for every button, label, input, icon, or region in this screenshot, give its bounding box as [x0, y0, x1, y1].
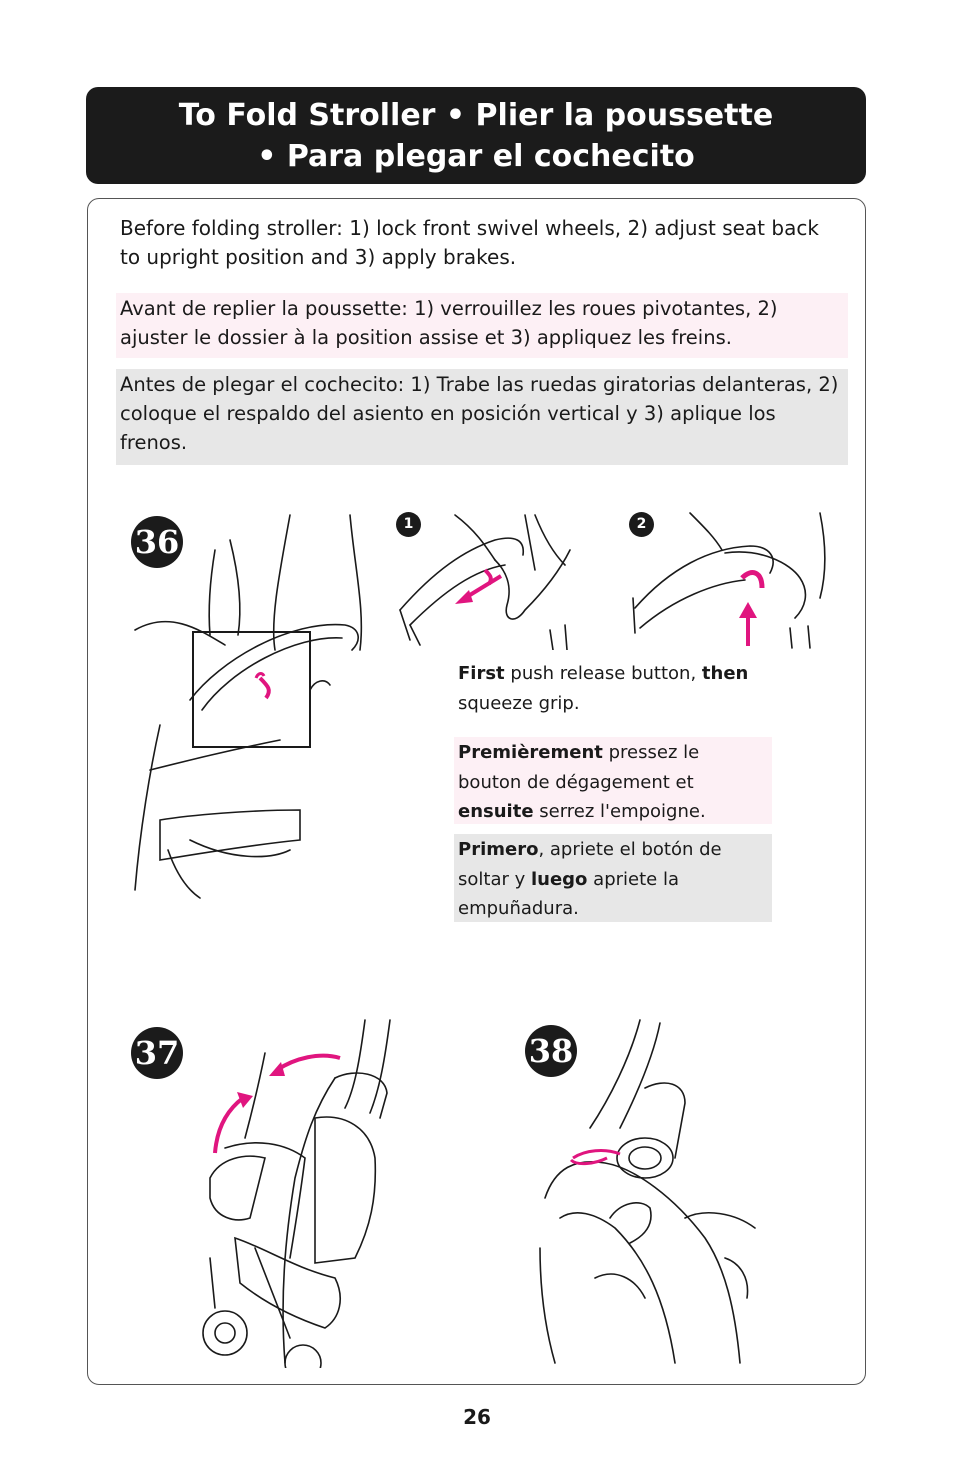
release-button-illustration: [395, 510, 575, 650]
intro-spanish: Antes de plegar el cochecito: 1) Trabe las ruedas giratorias delanteras, 2) coloque el respaldo del asiento en posición vertical y 3) aplique los frenos.: [116, 369, 848, 465]
note-fr-text1: pressez le bouton de dégagement et: [458, 742, 700, 793]
intro-english: Before folding stroller: 1) lock front swivel wheels, 2) adjust seat back to upright position and 3) apply brakes.: [120, 216, 819, 269]
intro-french: Avant de replier la poussette: 1) verrouillez les roues pivotantes, 2) ajuster le dossier à la position assise et 3) appliquez les freins.: [116, 293, 848, 358]
note-es-text1: , apriete el botón de soltar y: [458, 839, 722, 890]
note-french: [454, 737, 772, 824]
step-38-badge: 38: [525, 1025, 577, 1077]
fold-lock-illustration: [535, 1018, 760, 1368]
step-37-badge: 37: [131, 1027, 183, 1079]
note-fr-text2: serrez l'empoigne.: [533, 801, 706, 822]
page-title-line2: • Para plegar el cochecito: [257, 139, 695, 174]
note-spanish: [454, 834, 772, 922]
note-en-text1: push release button,: [504, 663, 702, 684]
note-en-bold2: then: [701, 663, 749, 684]
note-es-bold1: Primero: [458, 839, 539, 860]
sub-step-1-badge: 1: [396, 512, 421, 537]
note-fr-bold1: Premièrement: [458, 742, 603, 763]
sub-step-2-badge: 2: [629, 512, 654, 537]
note-fr-bold2: ensuite: [458, 801, 534, 822]
page-title-line1: To Fold Stroller • Plier la poussette: [178, 98, 774, 133]
step-36-badge: 36: [131, 516, 183, 568]
note-es-text2: apriete la empuñadura.: [458, 868, 679, 919]
squeeze-grip-illustration: [630, 508, 830, 653]
page-number: 26: [463, 1405, 491, 1429]
note-en-text2: squeeze grip.: [458, 692, 580, 714]
note-english: [454, 659, 772, 718]
page-title-banner: [86, 87, 866, 184]
note-en-bold1: First: [458, 663, 505, 684]
note-es-bold2: luego: [530, 868, 588, 890]
stroller-handle-illustration: [130, 510, 370, 900]
fold-stroller-illustration: [195, 1018, 425, 1368]
